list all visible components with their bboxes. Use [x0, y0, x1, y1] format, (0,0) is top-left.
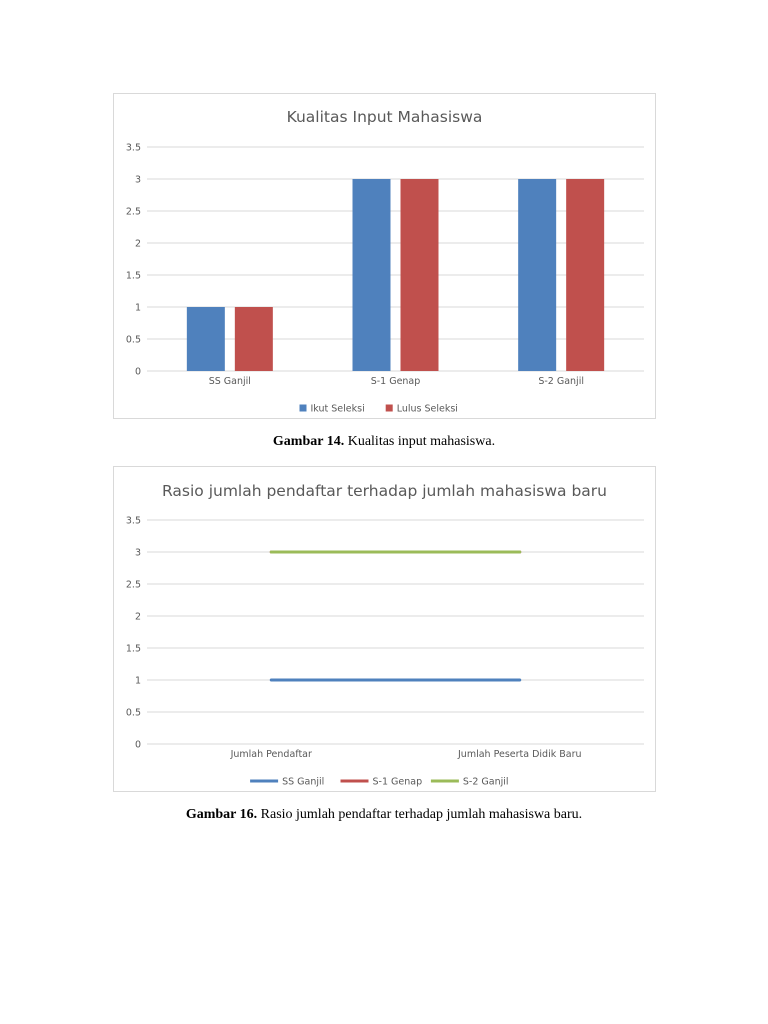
line-chart-rasio-pendaftar	[113, 466, 656, 792]
y-tick-label: 1	[134, 675, 141, 687]
y-tick-label: 3	[134, 174, 141, 186]
y-tick-label: 3.5	[125, 515, 141, 527]
x-tick-label: SS Ganjil	[208, 376, 251, 387]
y-tick-label: 0	[134, 366, 141, 378]
y-tick-label: 0.5	[125, 334, 141, 346]
x-tick-label: S-1 Genap	[370, 376, 421, 387]
chart-title: Rasio jumlah pendaftar terhadap jumlah mahasiswa baru	[161, 482, 608, 500]
y-tick-label: 2.5	[125, 206, 141, 218]
caption-label: Gambar 16.	[185, 807, 258, 822]
y-tick-label: 1.5	[125, 270, 141, 282]
chart-title: Kualitas Input Mahasiswa	[286, 108, 483, 126]
y-tick-label: 0	[134, 739, 141, 751]
bar	[353, 179, 391, 371]
legend-swatch	[300, 405, 307, 412]
y-tick-label: 3	[134, 547, 141, 559]
x-tick-label: Jumlah Peserta Didik Baru	[458, 749, 582, 760]
y-tick-label: 3.5	[125, 142, 141, 154]
figure-caption-14	[0, 434, 768, 450]
legend-label: S-2 Ganjil	[462, 776, 509, 788]
y-tick-label: 0.5	[125, 707, 141, 719]
caption-text: Rasio jumlah pendaftar terhadap jumlah mahasiswa baru.	[257, 807, 583, 822]
x-tick-label: Jumlah Pendaftar	[230, 749, 312, 760]
y-tick-label: 2.5	[125, 579, 141, 591]
y-tick-label: 1	[134, 302, 141, 314]
legend-swatch	[386, 405, 393, 412]
bar	[566, 179, 604, 371]
y-tick-label: 1.5	[125, 643, 141, 655]
legend-label: Lulus Seleksi	[396, 403, 458, 415]
figure-caption-16	[0, 807, 768, 823]
x-tick-label: S-2 Ganjil	[538, 376, 584, 387]
legend-label: S-1 Genap	[372, 776, 423, 788]
caption-text: Kualitas input mahasiswa.	[344, 434, 496, 449]
line-chart-svg	[114, 467, 655, 791]
legend-label: SS Ganjil	[282, 776, 325, 788]
bar	[401, 179, 439, 371]
y-tick-label: 2	[134, 238, 141, 250]
legend-label: Ikut Seleksi	[310, 403, 365, 415]
bar	[518, 179, 556, 371]
bar-chart-svg	[114, 94, 655, 418]
bar	[187, 307, 225, 371]
bar-chart-kualitas-input	[113, 93, 656, 419]
caption-label: Gambar 14.	[272, 434, 345, 449]
bar	[235, 307, 273, 371]
y-tick-label: 2	[134, 611, 141, 623]
